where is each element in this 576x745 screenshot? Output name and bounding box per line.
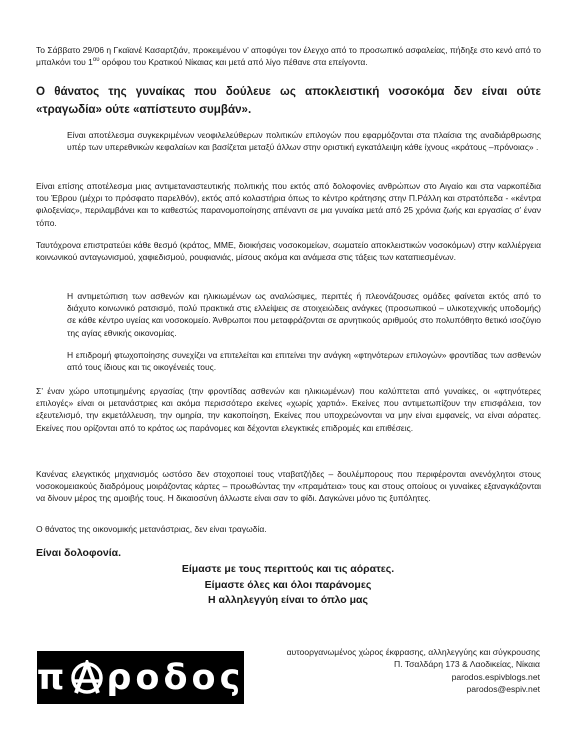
- contact-block: [287, 646, 540, 696]
- contact-website: parodos.espivblogs.net: [451, 671, 540, 682]
- contact-email: parodos@espiv.net: [466, 684, 540, 695]
- intro-text-part2: ορόφου του Κρατικού Νίκαιας και μετά από λίγο πέθανε στα επείγοντα.: [99, 57, 368, 68]
- anarchy-a-icon: [70, 660, 104, 696]
- main-heading: Ο θάνατος της γυναίκας που δούλευε ως αποκλειστική νοσοκόμα δεν είναι ούτε «τραγωδία» ούτε «απίστευτο συμβάν».: [36, 85, 541, 116]
- paragraph-2: Είναι επίσης αποτέλεσμα μιας αντιμεταναστευτικής πολιτικής που εκτός από δολοφονίες ανθρώπων στο Αιγαίο και στα ναρκοπέδια του Έβρου (μέχρι το πρόσφατο παρελθόν), εκτός από κολαστήρια όπως το κέντρο κράτησης στην Π.Ράλλη και στρατόπεδα - «κέντρα φιλοξενίας», περιλαμβάνει και το καθεστώς παρανομοποίησης απέναντι σε μια γυναίκα μετά από 25 χρόνια ζωής και εργασίας σ’ έναν τόπο.: [36, 181, 541, 228]
- slogan-line: Η αλληλεγγύη είναι το όπλο μας: [208, 594, 368, 606]
- paragraph-8: Ο θάνατος της οικονομικής μετανάστριας, δεν είναι τραγωδία.: [36, 524, 267, 534]
- slogan-line: Είμαστε όλες και όλοι παράνομες: [204, 578, 372, 591]
- closing-statement: Είναι δολοφονία.: [36, 547, 122, 559]
- logo-text-right: ροδος: [106, 657, 245, 698]
- paragraph-5: Η επιδρομή φτωχοποίησης συνεχίζει να επιτελείται και επιτείνει την ανάγκη «φτηνότερων επιλογών» φροντίδας των ασθενών από τους ίδιους και τις οικογένειές τους.: [67, 350, 541, 373]
- paragraph-4: Η αντιμετώπιση των ασθενών και ηλικιωμένων ως αναλώσιμες, περιττές ή πλεονάζουσες ομάδες φαίνεται εκτός από το διάχυτο κοινωνικό ρατσισμό, πολύ πρακτικά στις ελλείψεις σε στοιχειώδεις ανάγκες (προσωπικού – υλικοτεχνικής υποδομής) σε κάθε κέντρο υγείας και νοσοκομείο. Άνθρωποι που μεταφράζονται σε αρνητικούς αριθμούς στο πολυπόθητο θετικό ισοζύγιο της αγίας εθνικής οικονομίας.: [67, 291, 541, 338]
- intro-paragraph: [36, 44, 541, 68]
- contact-address: Π. Τσαλδάρη 173 & Λαοδικείας, Νίκαια: [393, 659, 540, 670]
- paragraph-6: Σ’ έναν χώρο υποτιμημένης εργασίας (την φροντίδας ασθενών και ηλικιωμένων) που καλύπτεται από γυναίκες, οι «φτηνότερες επιλογές» είναι οι μετανάστριες και ακόμα περισσότερο εκείνες «χωρίς χαρτιά». Εκείνες που αντιμετωπίζουν την επισφάλεια, τον εξευτελισμό, την εκμετάλλευση, την ομηρία, την κακοποίηση, Εκείνες που υποχρεώνονται να μην είναι εμφανείς, να είναι αόρατες. Εκείνες που ορίζονται από το κράτος ως παράνομες και δέχονται ελεγκτικές επιδρομές και επιθέσεις.: [36, 386, 541, 433]
- contact-tagline: αυτοοργανωμένος χώρος έκφρασης, αλληλεγγύης και σύγκρουσης: [286, 647, 540, 657]
- intro-text-part1: Το Σάββατο 29/06 η Γκαϊανέ Κασαρτζιάν, προκειμένου ν’ αποφύγει τον έλεγχο από το προσωπικό ασφαλείας, πήδηξε στο κενό από το μπαλκόνι του 1: [36, 45, 541, 68]
- paragraph-3: Ταυτόχρονα επιστρατεύει κάθε θεσμό (κράτος, ΜΜΕ, διοικήσεις νοσοκομείων, σωματείο αποκλειστικών νοσοκόμων) στην καλλιέργεια κοινωνικού ανταγωνισμού, χαφιεδισμού, ρουφιανιάς, μίσους ακόμα και ανάμεσα στις τάξεις των καταπιεσμένων.: [36, 240, 541, 263]
- slogan-block: [0, 562, 576, 609]
- parodos-logo: [37, 651, 244, 704]
- intro-superscript: ου: [92, 57, 100, 64]
- slogan-line: Είμαστε με τους περιττούς και τις αόρατες.: [181, 563, 395, 575]
- logo-text-left: π: [36, 657, 69, 698]
- paragraph-7: Κανένας ελεγκτικός μηχανισμός ωστόσο δεν στοχοποιεί τους νταβατζήδες – δουλέμπορους που περιφέρονται ανενόχλητοι στους νοσοκομειακούς διαδρόμους μοιράζοντας κάρτες – προωθώντας την «πραμάτεια» τους και στους οποίους οι γυναίκες εξαναγκάζονται να δίνουν μέρος της αμοιβής τους. Η δικαιοσύνη άλλωστε είναι σαν το φίδι. Δαγκώνει μόνο τις ξυπόλητες.: [36, 469, 541, 504]
- paragraph-1: Είναι αποτέλεσμα συγκεκριμένων νεοφιλελεύθερων πολιτικών επιλογών που εφαρμόζονται στα πλαίσια της αναδιάρθρωσης υπέρ των υπερεθνικών κεφαλαίων και βασίζεται μεταξύ άλλων στην οριστική εγκατάλειψη κάθε ίχνους «κράτους –πρόνοιας» .: [67, 130, 541, 153]
